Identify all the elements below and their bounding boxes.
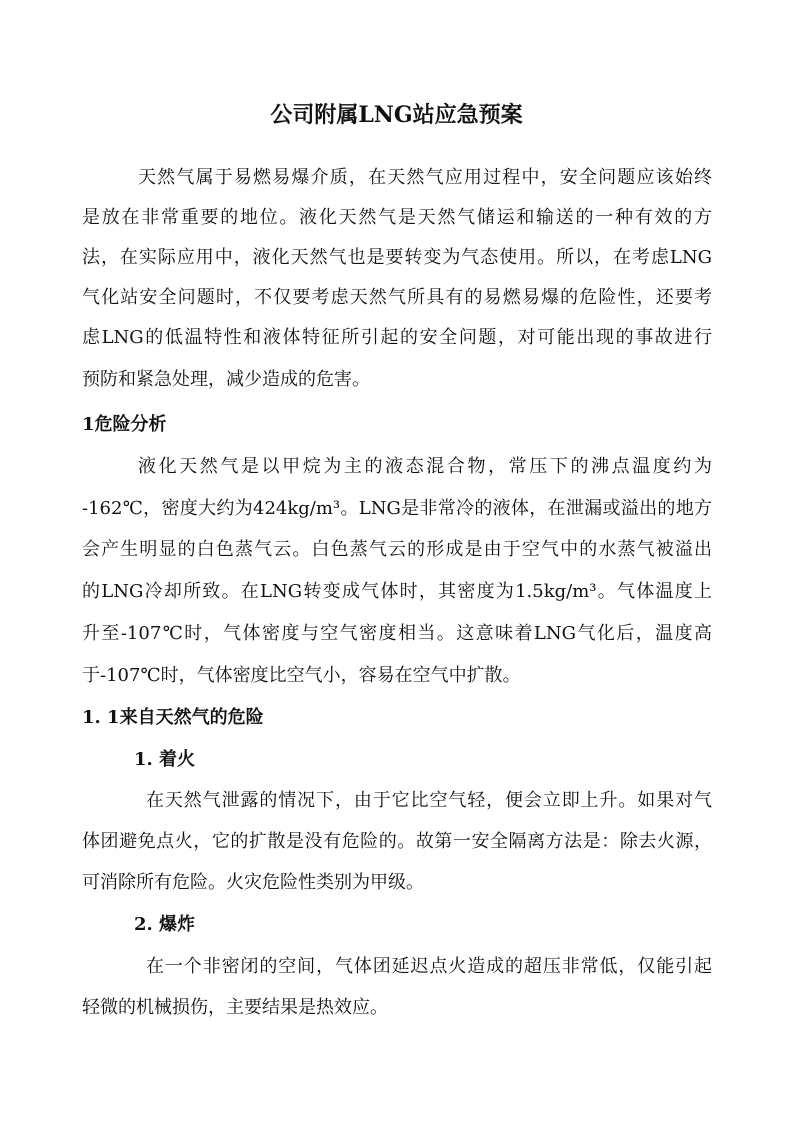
paragraph-line: 轻微的机械损伤，主要结果是热效应。 — [82, 997, 388, 1018]
intro-line: 天然气属于易燃易爆介质，在天然气应用过程中，安全问题应该始终 — [138, 167, 712, 188]
paragraph-line: 的LNG冷却所致。在LNG转变成气体时，其密度为1.5kg/m³。气体温度上 — [82, 581, 712, 602]
subsection-heading: 1. 1来自天然气的危险 — [82, 707, 264, 728]
item-heading: 2. 爆炸 — [134, 914, 196, 935]
paragraph-line: 在一个非密闭的空间，气体团延迟点火造成的超压非常低，仅能引起 — [146, 956, 712, 977]
paragraph-line: 在天然气泄露的情况下，由于它比空气轻，便会立即上升。如果对气 — [146, 790, 712, 811]
paragraph-line: 于-107℃时，气体密度比空气小，容易在空气中扩散。 — [82, 665, 521, 686]
intro-line: 虑LNG的低温特性和液体特征所引起的安全问题，对可能出现的事故进行 — [82, 327, 712, 348]
intro-line: 是放在非常重要的地位。液化天然气是天然气储运和输送的一种有效的方 — [82, 207, 712, 228]
intro-line: 气化站安全问题时，不仅要考虑天然气所具有的易燃易爆的危险性，还要考 — [82, 287, 712, 308]
intro-line: 法，在实际应用中，液化天然气也是要转变为气态使用。所以，在考虑LNG — [82, 247, 712, 268]
section-heading: 1危险分析 — [82, 414, 167, 435]
paragraph-line: 液化天然气是以甲烷为主的液态混合物，常压下的沸点温度约为 — [138, 456, 712, 477]
paragraph-line: 升至-107℃时，气体密度与空气密度相当。这意味着LNG气化后，温度高 — [82, 623, 712, 644]
paragraph-line: -162℃，密度大约为424kg/m³。LNG是非常冷的液体，在泄漏或溢出的地方 — [82, 498, 712, 519]
item-heading: 1. 着火 — [134, 749, 196, 770]
paragraph-line: 体团避免点火，它的扩散是没有危险的。故第一安全隔离方法是：除去火源， — [82, 831, 712, 852]
paragraph-line: 会产生明显的白色蒸气云。白色蒸气云的形成是由于空气中的水蒸气被溢出 — [82, 539, 712, 560]
document-title: 公司附属LNG站应急预案 — [270, 102, 523, 128]
intro-line: 预防和紧急处理，减少造成的危害。 — [82, 369, 370, 390]
paragraph-line: 可消除所有危险。火灾危险性类别为甲级。 — [82, 872, 424, 893]
